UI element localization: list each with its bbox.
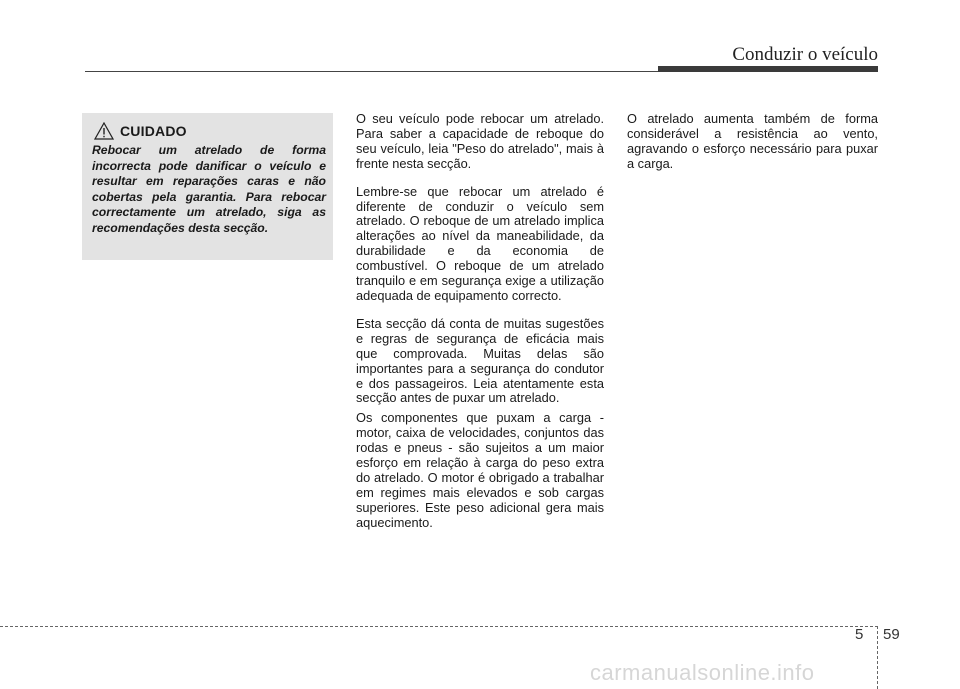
warning-triangle-icon [94,122,114,140]
chapter-number: 5 [855,626,864,643]
caution-title: CUIDADO [120,123,187,139]
header-rule-thick [658,66,878,72]
paragraph: O atrelado aumenta também de forma considerável a resistência ao vento, agravando o esforço necessário para puxar a carga. [627,111,878,171]
footer-divider [877,626,878,689]
caution-header [92,121,326,141]
footer-rule [0,626,878,627]
text-column-right [627,112,878,185]
paragraph: Lembre-se que rebocar um atrelado é diferente de conduzir o veículo sem atrelado. O reboque de um atrelado implica alterações ao nível da maneabilidade, da durabilidade e da economia de combustível. O reboque de um atrelado tranquilo e em segurança exige a utilização adequada de equipamento correcto. [356,183,604,303]
page-header-title: Conduzir o veículo [732,44,878,65]
caution-text: Rebocar um atrelado de forma incorrecta pode danificar o veículo e resultar em reparações caras e não cobertas pela garantia. Para rebocar correctamente um atrelado, siga as recomendações desta secção. [92,143,326,235]
paragraph: Esta secção dá conta de muitas sugestões e regras de segurança de eficácia mais que comprovada. Muitas delas são importantes para a segurança do condutor e dos passageiros. Leia atentamente esta secção antes de puxar um atrelado. [356,315,604,406]
text-column-middle [356,112,604,544]
paragraph: O seu veículo pode rebocar um atrelado. Para saber a capacidade de reboque do seu veículo, leia "Peso do atrelado", mais à frente nesta secção. [356,111,604,171]
caution-box [82,113,333,260]
watermark-text: carmanualsonline.info [590,660,815,685]
page-number: 59 [883,626,900,643]
paragraph: Os componentes que puxam a carga - motor, caixa de velocidades, conjuntos das rodas e pneus - são sujeitos a um maior esforço em relação à carga do peso extra do atrelado. O motor é obrigado a trabalhar em regimes mais elevados e sob cargas superiores. Este peso adicional gera mais aquecimento. [356,410,604,530]
header-rule [85,71,685,72]
